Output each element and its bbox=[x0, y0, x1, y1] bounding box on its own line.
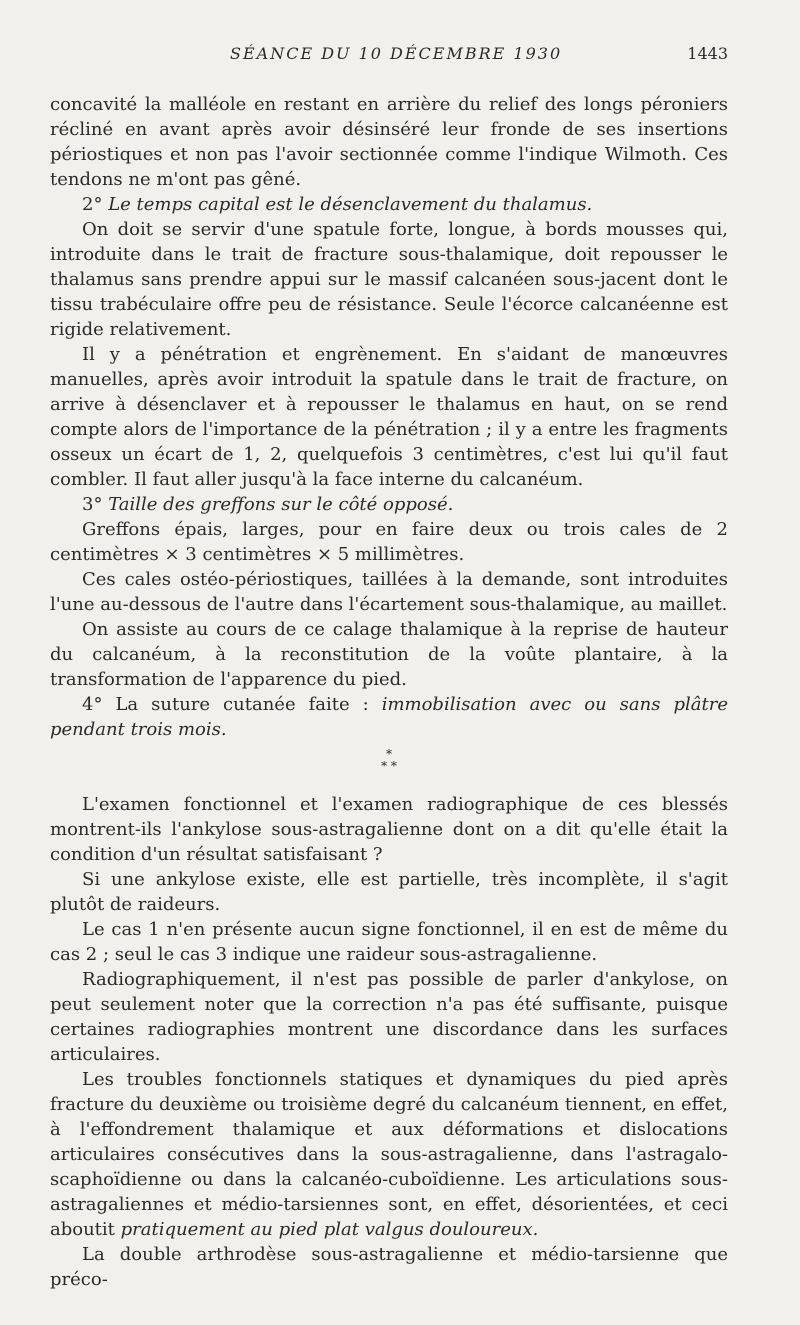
paragraph-text: L'examen fonctionnel et l'examen radiographique de ces blessés montrent-ils l'ankylose sous-astragalienne dont on a dit qu'elle était la condition d'un résultat satisfaisant ? bbox=[50, 794, 728, 865]
paragraph-text: Greffons épais, larges, pour en faire deux ou trois cales de 2 centimètres × 3 centimètres × 5 millimètres. bbox=[50, 519, 728, 565]
paragraph bbox=[50, 617, 728, 692]
paragraph bbox=[50, 867, 728, 917]
paragraph bbox=[50, 692, 728, 742]
paragraph-lead: 4° La suture cutanée faite : bbox=[82, 694, 382, 715]
italic-heading: immobilisation avec ou sans plâtre pendant trois mois. bbox=[50, 694, 728, 740]
section-separator: * * * bbox=[381, 747, 397, 773]
paragraph bbox=[50, 567, 728, 617]
paragraph-text: La double arthrodèse sous-astragalienne et médio-tarsienne que préco- bbox=[50, 1244, 728, 1290]
paragraph-text: concavité la malléole en restant en arrière du relief des longs péroniers récliné en avant après avoir désinséré leur fronde de ses insertions périostiques et non pas l'avoir sectionnée comme l'indique Wilmoth. Ces tendons ne m'ont pas gêné. bbox=[50, 94, 728, 190]
paragraph bbox=[50, 192, 728, 217]
paragraph bbox=[50, 917, 728, 967]
paragraph bbox=[50, 517, 728, 567]
italic-heading: Le temps capital est le désenclavement du thalamus. bbox=[108, 194, 593, 215]
paragraph-text: Si une ankylose existe, elle est partielle, très incomplète, il s'agit plutôt de raideurs. bbox=[50, 869, 728, 915]
paragraph bbox=[50, 792, 728, 867]
paragraph-text: Radiographiquement, il n'est pas possible de parler d'ankylose, on peut seulement noter que la correction n'a pas été suffisante, puisque certaines radiographies montrent une discordance dans les surfaces articulaires. bbox=[50, 969, 728, 1065]
page-number: 1443 bbox=[687, 44, 728, 63]
paragraph-lead: 2° bbox=[82, 194, 109, 215]
italic-heading: Taille des greffons sur le côté opposé. bbox=[108, 494, 454, 515]
paragraph-text: On assiste au cours de ce calage thalamique à la reprise de hauteur du calcanéum, à la reconstitution de la voûte plantaire, à la transformation de l'apparence du pied. bbox=[50, 619, 728, 690]
italic-text: pratiquement au pied plat valgus douloureux. bbox=[120, 1219, 539, 1240]
paragraph bbox=[50, 967, 728, 1067]
paragraph-text: On doit se servir d'une spatule forte, longue, à bords mousses qui, introduite dans le trait de fracture sous-thalamique, doit repousser le thalamus sans prendre appui sur le massif calcanéen sous-jacent dont le tissu trabéculaire offre peu de résistance. Seule l'écorce calcanéenne est rigide relativement. bbox=[50, 219, 728, 340]
paragraph bbox=[50, 342, 728, 492]
paragraph-lead: 3° bbox=[82, 494, 109, 515]
body-text bbox=[50, 92, 728, 1292]
paragraph-text: Le cas 1 n'en présente aucun signe fonctionnel, il en est de même du cas 2 ; seul le cas 3 indique une raideur sous-astragalienne. bbox=[50, 919, 728, 965]
paragraph-text: Ces cales ostéo-périostiques, taillées à la demande, sont introduites l'une au-dessous de l'autre dans l'écartement sous-thalamique, au maillet. bbox=[50, 569, 728, 615]
paragraph bbox=[50, 92, 728, 192]
paragraph-text: Les troubles fonctionnels statiques et dynamiques du pied après fracture du deuxième ou troisième degré du calcanéum tiennent, en effet, à l'effondrement thalamique et aux déformations et dislocations articulaires consécutives dans la sous-astragalienne, dans l'astragalo-scaphoïdienne ou dans la calcanéo-cuboïdienne. Les articulations sous-astragaliennes et médio-tarsiennes sont, en effet, désorientées, et ceci aboutit bbox=[50, 1069, 728, 1240]
paragraph bbox=[50, 1242, 728, 1292]
paragraph-text: Il y a pénétration et engrènement. En s'aidant de manœuvres manuelles, après avoir introduit la spatule dans le trait de fracture, on arrive à désenclaver et à repousser le thalamus en haut, on se rend compte alors de l'importance de la pénétration ; il y a entre les fragments osseux un écart de 1, 2, quelquefois 3 centimètres, c'est lui qu'il faut combler. Il faut aller jusqu'à la face interne du calcanéum. bbox=[50, 344, 728, 490]
running-title: SÉANCE DU 10 DÉCEMBRE 1930 bbox=[230, 44, 563, 63]
paragraph bbox=[50, 217, 728, 342]
paragraph bbox=[50, 492, 728, 517]
paragraph bbox=[50, 1067, 728, 1242]
